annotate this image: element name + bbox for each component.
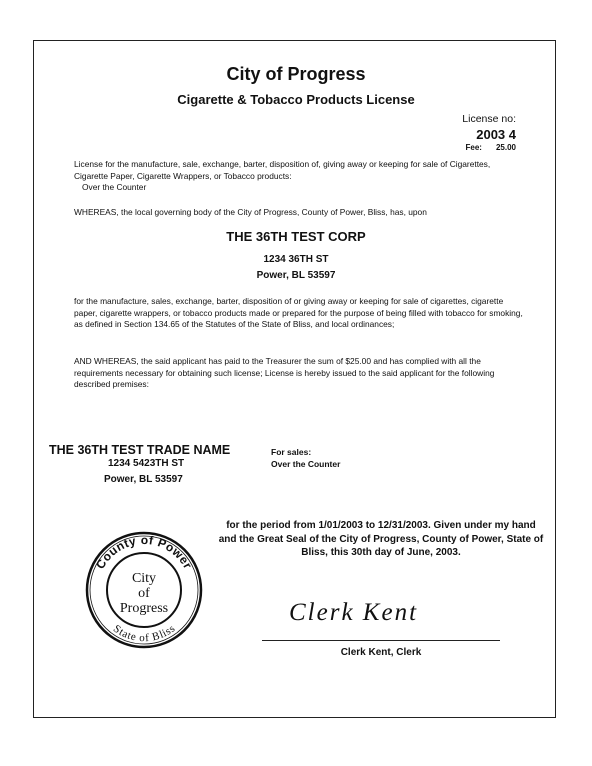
period-statement: for the period from 1/01/2003 to 12/31/2003. Given under my hand and the Great Seal of the City of Progress, County of Power, State of Bliss, this 30th day of June, 2003. [218, 520, 544, 558]
whereas-paragraph: WHEREAS, the local governing body of the City of Progress, County of Power, Bliss, has, upon [74, 207, 427, 217]
payment-paragraph: AND WHEREAS, the said applicant has paid to the Treasurer the sum of $25.00 and has complied with all the requirements necessary for obtaining such license; License is hereby issued to the said applicant for the following described premises: [74, 356, 495, 390]
trade-name: THE 36TH TEST TRADE NAME [49, 443, 231, 457]
purpose-paragraph: for the manufacture, sales, exchange, barter, disposition of or giving away or keeping for sale of cigarettes, cigarette paper, cigarette wrappers, or tobacco products made or prepared for the purpose of being filled with tobacco for smoking, as defined in Section 134.65 of the Statutes of the State of Bliss, and local ordinances; [74, 296, 523, 330]
fee-row [466, 143, 516, 152]
license-number-label: License no: [462, 113, 516, 125]
signature-text: Clerk Kent [289, 599, 419, 626]
seal-bottom-text: State of Bliss [110, 622, 178, 645]
license-number: 2003 4 [476, 127, 516, 142]
applicant-city: Power, BL 53597 [256, 270, 336, 281]
license-purpose-detail: Over the Counter [82, 182, 147, 192]
premises-city: Power, BL 53597 [104, 474, 183, 485]
premises-street: 1234 5423TH ST [108, 458, 185, 469]
seal-of-line: of [138, 586, 150, 601]
sales-label: For sales: [271, 447, 312, 457]
applicant-name: THE 36TH TEST CORP [226, 229, 366, 244]
seal-top-text: County of Power [92, 532, 196, 572]
clerk-title: Clerk Kent, Clerk [340, 647, 422, 658]
license-purpose-paragraph: License for the manufacture, sale, exchange, barter, disposition of, giving away or keeping for sale of Cigarettes, Cigarette Paper, Cigarette Wrappers, or Tobacco products: [74, 159, 491, 181]
document-subtitle: Cigarette & Tobacco Products License [177, 92, 415, 107]
fee-value: 25.00 [495, 143, 516, 152]
sales-value: Over the Counter [271, 459, 341, 469]
signature-line [262, 640, 500, 641]
seal-progress-line: Progress [119, 601, 169, 616]
fee-label: Fee: [465, 143, 482, 152]
clerk-signature [285, 594, 485, 628]
seal-city-line: City [131, 571, 157, 586]
applicant-street: 1234 36TH ST [263, 254, 329, 265]
document-title: City of Progress [226, 64, 366, 84]
city-seal [84, 530, 204, 650]
